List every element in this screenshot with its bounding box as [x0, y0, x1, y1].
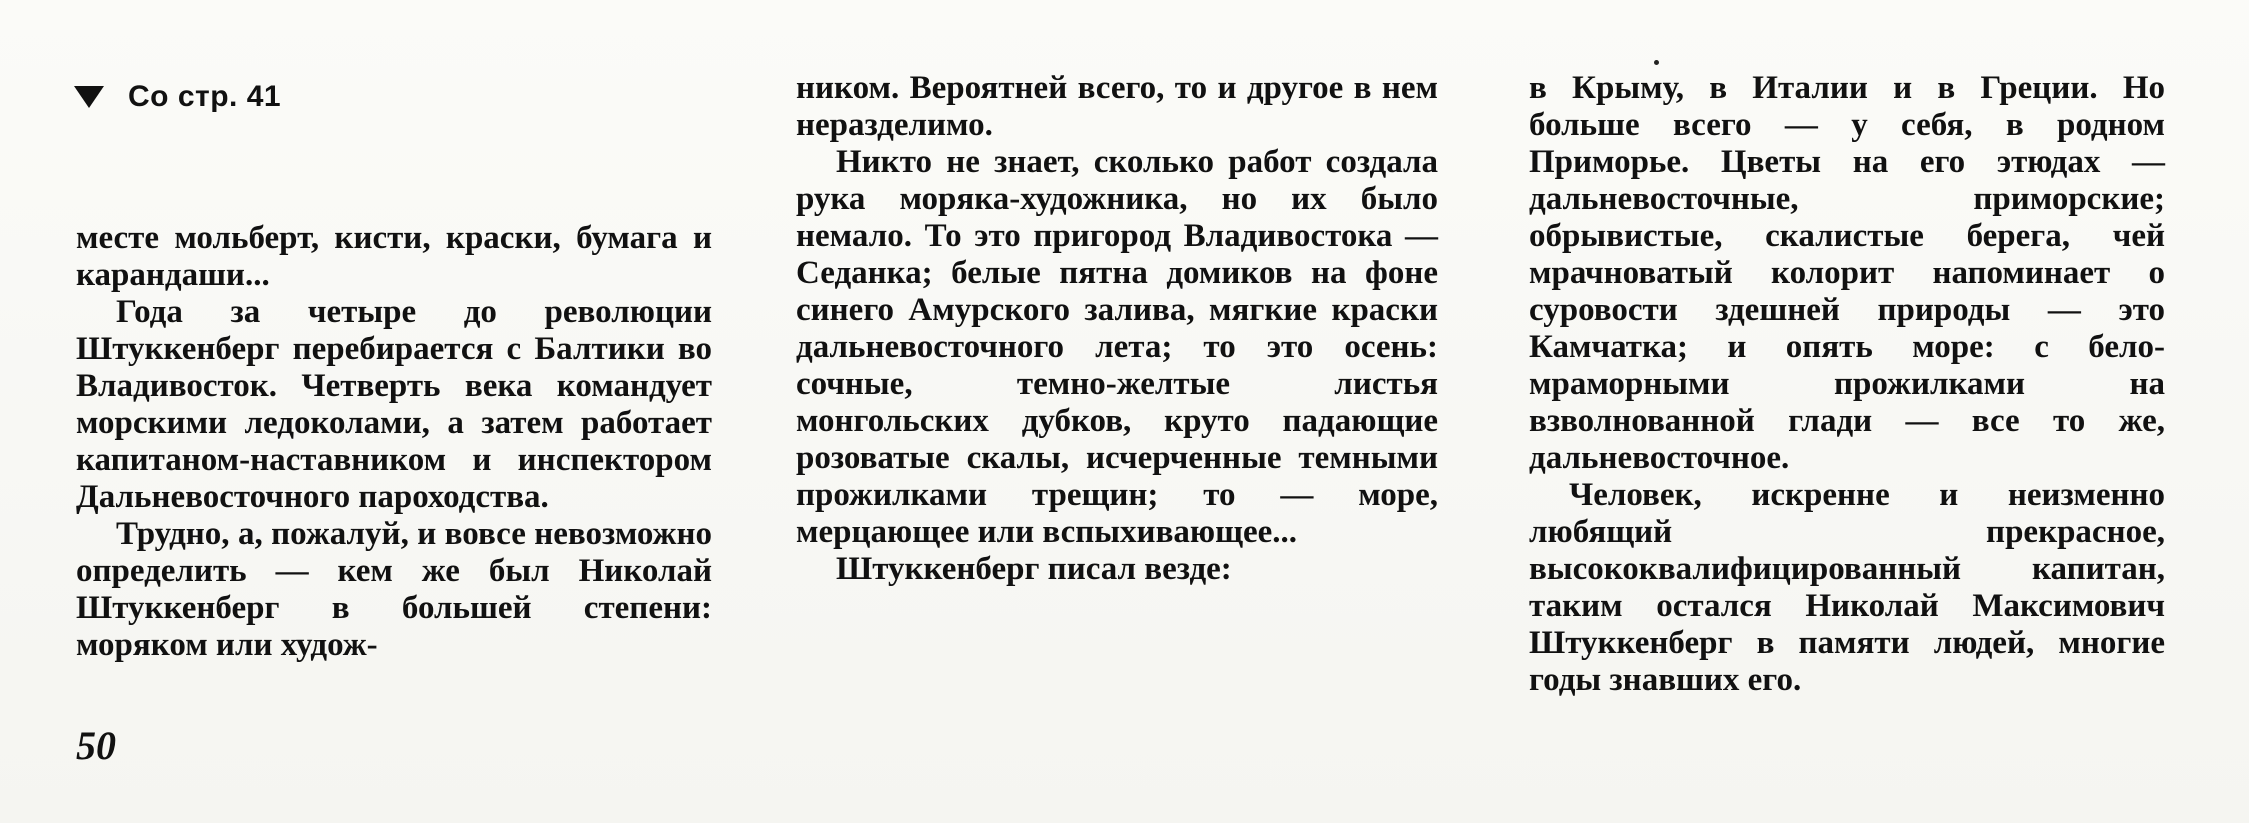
continued-from-label: Со стр. 41 [128, 80, 282, 113]
paragraph: Года за четыре до революции Штуккенберг перебирается с Балтики во Владивосток. Четверть века командует морскими ледоколами, а затем работает капитаном-наставником и инспектором Дальневосточного пароходства. [76, 294, 712, 515]
paragraph: ником. Вероятней всего, то и другое в нем неразделимо. [796, 70, 1438, 143]
paragraph: Штуккенберг писал везде: [836, 551, 1232, 587]
paragraph: месте мольберт, кисти, краски, бумага и карандаши... [76, 220, 712, 293]
text-column-3 [1529, 70, 2165, 699]
text-column-2 [796, 70, 1438, 588]
paragraph: в Крыму, в Италии и в Греции. Но больше всего — у себя, в родном Приморье. Цветы на его этюдах — дальневосточные, приморские; обрывистые, скалистые берега, чей мрачноватый колорит напоминает о суровости здешней природы — это Камчатка; и опять море: с бело-мраморными прожилками на взволнованной глади — все то же, дальневосточное. [1529, 70, 2165, 476]
print-speck [1654, 60, 1659, 65]
paragraph: Трудно, а, пожалуй, и вовсе невозможно определить — кем же был Николай Штуккенберг в большей степени: моряком или худож- [76, 516, 712, 663]
paragraph: Никто не знает, сколько работ создала рука моряка-художника, но их было немало. То это пригород Владивостока — Седанка; белые пятна домиков на фоне синего Амурского залива, мягкие краски дальневосточного лета; то это осень: сочные, темно-желтые листья монгольских дубков, круто падающие розоватые скалы, исчерченные темными прожилками трещин; то — море, мерцающее или вспыхивающее... [796, 144, 1438, 550]
continued-from-marker [74, 80, 281, 114]
paragraph: Человек, искренне и неизменно любящий прекрасное, высококвалифицированный капитан, таким остался Николай Максимович Штуккенберг в памяти людей, многие годы знавших его. [1529, 477, 2165, 698]
down-triangle-icon [74, 86, 104, 108]
text-column-1 [76, 220, 712, 664]
page-number: 50 [76, 723, 116, 768]
